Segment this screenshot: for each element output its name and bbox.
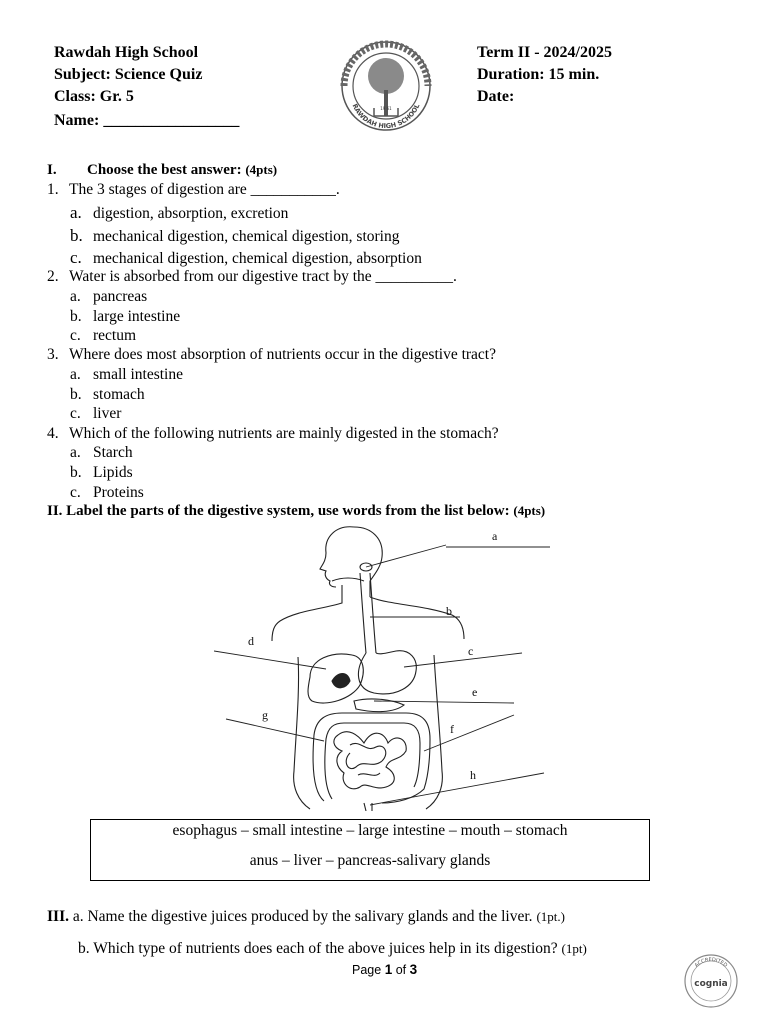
duration-line: Duration: 15 min. — [477, 66, 600, 83]
option-letter: c. — [70, 327, 81, 344]
subject-line: Subject: Science Quiz — [54, 66, 203, 83]
option-letter: c. — [70, 405, 81, 422]
question-3 — [47, 346, 496, 364]
q4-option-a — [70, 444, 133, 462]
question-1 — [47, 181, 340, 199]
page-number: 1 — [384, 962, 393, 977]
label-line-g — [226, 719, 324, 741]
tongue-outline — [332, 578, 364, 581]
question-2 — [47, 268, 457, 286]
diagram-label-a: a — [492, 529, 498, 543]
seal-brand: cognia — [694, 979, 728, 989]
left-torso-outline — [294, 657, 310, 809]
q1-option-a — [70, 203, 288, 223]
section2-title: II. Label the parts of the digestive system, use words from the list below: — [47, 503, 510, 519]
page-word: Page — [352, 963, 382, 977]
school-name: Rawdah High School — [54, 44, 199, 61]
option-letter: a. — [70, 203, 82, 222]
section1-title: Choose the best answer: — [87, 162, 242, 178]
option-letter: a. — [70, 288, 81, 305]
option-letter: b. — [70, 386, 82, 403]
diagram-label-c: c — [468, 644, 474, 658]
esophagus-left-wall — [360, 573, 366, 653]
section1-points: (4pts) — [245, 162, 278, 177]
right-torso-outline — [426, 655, 442, 809]
option-letter: a. — [70, 444, 81, 461]
q3-option-b — [70, 386, 145, 404]
term-line: Term II - 2024/2025 — [477, 44, 612, 61]
option-letter: b. — [70, 308, 82, 325]
section3-part-a — [47, 908, 565, 926]
diagram-label-b: b — [446, 604, 452, 618]
logo-ring-text: RAWDAH HIGH SCHOOL — [350, 102, 422, 131]
small-intestine-coils — [346, 743, 386, 768]
label-line-d — [214, 651, 326, 669]
question-4 — [47, 425, 499, 443]
question-number: 3. — [47, 346, 59, 363]
question-number: 1. — [47, 181, 59, 198]
q2-option-a — [70, 288, 147, 306]
label-line-h — [370, 773, 544, 805]
section1-heading — [47, 162, 277, 179]
diagram-label-f: f — [450, 722, 454, 736]
option-letter: b. — [70, 464, 82, 481]
option-text: large intestine — [93, 308, 181, 325]
header-left — [54, 42, 239, 132]
q4-option-c — [70, 484, 144, 502]
option-letter: c. — [70, 248, 82, 267]
section2-heading — [47, 503, 545, 520]
question-text: The 3 stages of digestion are ___________. — [69, 181, 340, 198]
diagram-label-e: e — [472, 685, 478, 699]
diagram-label-g: g — [262, 708, 268, 722]
stomach-outline — [358, 651, 416, 694]
question-text: Where does most absorption of nutrients occur in the digestive tract? — [69, 346, 496, 363]
q2-option-b — [70, 308, 180, 326]
option-letter: a. — [70, 366, 81, 383]
option-text: mechanical digestion, chemical digestion, absorption — [93, 250, 422, 267]
label-line-a — [366, 545, 446, 567]
question-number: 2. — [47, 268, 59, 285]
section3-part-a-text: a. Name the digestive juices produced by the salivary glands and the liver. — [72, 908, 533, 925]
section3-roman: III. — [47, 908, 69, 925]
small-intestine-coils-2 — [358, 773, 380, 775]
digestive-system-diagram — [214, 521, 550, 811]
option-text: Starch — [93, 444, 133, 461]
option-text: liver — [93, 405, 122, 422]
label-line-f — [424, 715, 514, 751]
seal-top-text: ACCREDITED — [693, 956, 729, 969]
school-logo — [336, 40, 436, 132]
large-intestine-outline — [313, 713, 430, 803]
word-list-box — [90, 819, 650, 881]
option-text: pancreas — [93, 288, 148, 305]
question-number: 4. — [47, 425, 59, 442]
option-text: stomach — [93, 386, 145, 403]
of-word: of — [395, 963, 407, 977]
logo-year: 19 61 — [380, 106, 392, 111]
question-text: Water is absorbed from our digestive tract by the __________. — [69, 268, 457, 285]
option-text: small intestine — [93, 366, 183, 383]
option-text: mechanical digestion, chemical digestion, storing — [93, 228, 400, 245]
option-letter: c. — [70, 484, 81, 501]
section3-part-b — [78, 940, 587, 958]
q1-option-b — [70, 226, 399, 246]
option-text: Lipids — [93, 464, 133, 481]
section3-part-b-text: b. Which type of nutrients does each of the above juices help in its digestion? — [78, 940, 558, 957]
word-list-line-1: esophagus – small intestine – large intestine – mouth – stomach — [172, 822, 568, 839]
left-shoulder-outline — [272, 585, 342, 641]
gallbladder-shape — [332, 674, 350, 688]
date-line: Date: — [477, 88, 515, 105]
option-text: rectum — [93, 327, 137, 344]
accreditation-seal — [683, 953, 739, 1009]
page-total: 3 — [409, 962, 418, 977]
question-text: Which of the following nutrients are mainly digested in the stomach? — [69, 425, 499, 442]
section3-part-b-points: (1pt) — [561, 941, 587, 956]
small-intestine-outline — [334, 732, 406, 789]
diagram-label-h: h — [470, 768, 476, 782]
q2-option-c — [70, 327, 136, 345]
section3-part-a-points: (1pt.) — [536, 909, 565, 924]
option-text: Proteins — [93, 484, 144, 501]
q3-option-a — [70, 366, 183, 384]
class-line: Class: Gr. 5 — [54, 88, 134, 105]
section2-points: (4pts) — [513, 503, 546, 518]
head-back-outline — [354, 527, 382, 597]
diagram-label-d: d — [248, 634, 254, 648]
header-right — [477, 42, 612, 108]
option-letter: b. — [70, 226, 83, 245]
q4-option-b — [70, 464, 133, 482]
word-list-line-2: anus – liver – pancreas-salivary glands — [249, 852, 491, 869]
rectum-outline — [364, 803, 372, 811]
section1-roman: I. — [47, 162, 57, 178]
q3-option-c — [70, 405, 121, 423]
q1-option-c — [70, 248, 422, 268]
label-line-c — [404, 653, 522, 667]
esophagus-right-wall — [370, 573, 376, 653]
page-footer — [352, 962, 417, 977]
option-text: digestion, absorption, excretion — [93, 205, 289, 222]
name-line: Name: _________________ — [54, 112, 240, 129]
